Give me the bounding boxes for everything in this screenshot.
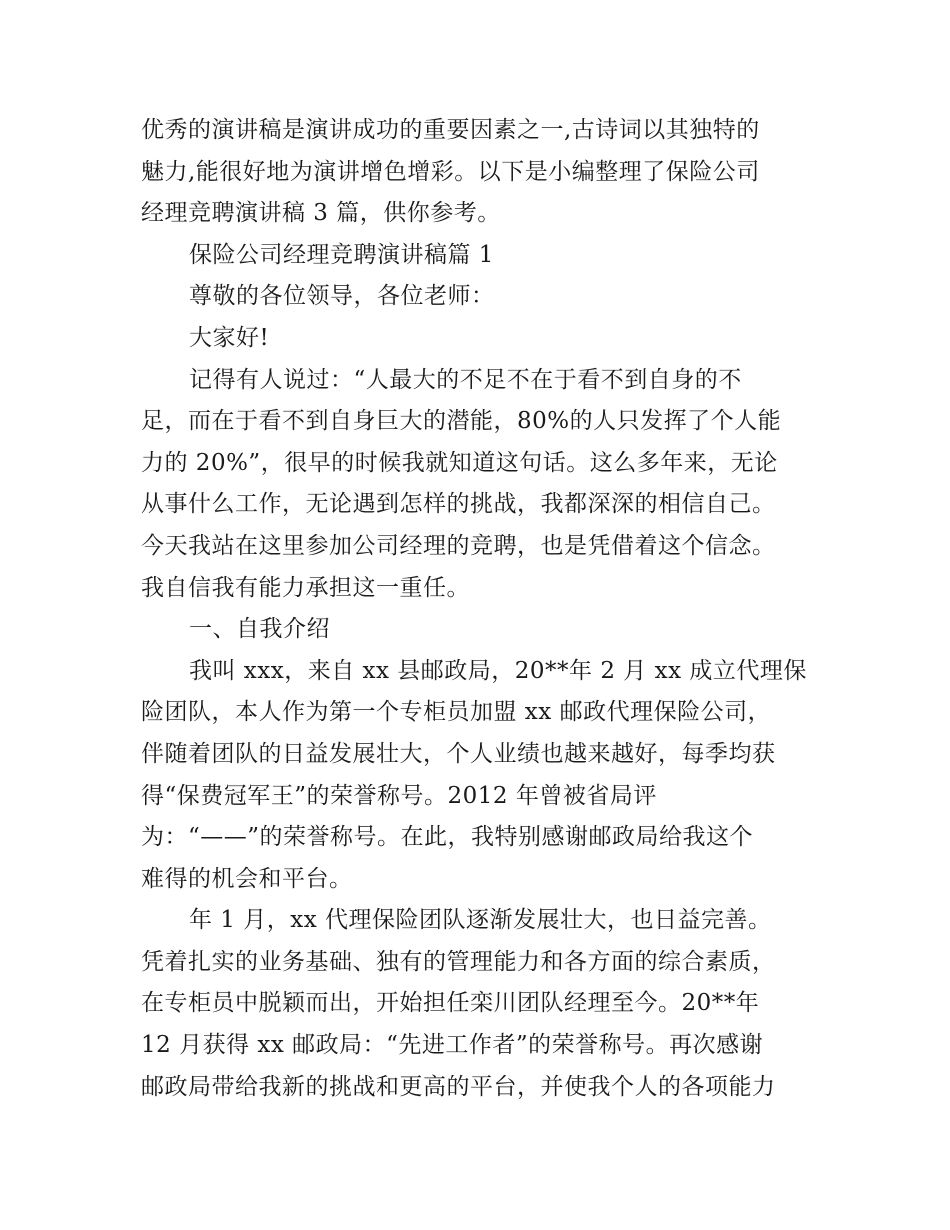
- text-line: 为：“——”的荣誉称号。在此，我特别感谢邮政局给我这个: [141, 824, 754, 851]
- text-line: 记得有人说过：“人最大的不足不在于看不到自身的不: [189, 366, 742, 393]
- text-line: 今天我站在这里参加公司经理的竞聘，也是凭借着这个信念。: [141, 532, 776, 559]
- text-line: 12 月获得 xx 邮政局：“先进工作者”的荣誉称号。再次感谢: [141, 1032, 764, 1059]
- text-line: 我自信我有能力承担这一重任。: [141, 574, 470, 601]
- text-line: 伴随着团队的日益发展壮大，个人业绩也越来越好，每季均获: [141, 740, 776, 767]
- text-line: 险团队，本人作为第一个专柜员加盟 xx 邮政代理保险公司，: [141, 699, 772, 726]
- text-line: 难得的机会和平台。: [141, 865, 353, 892]
- text-line: 保险公司经理竞聘演讲稿篇 1: [189, 241, 494, 268]
- text-line: 魅力,能很好地为演讲增色增彩。以下是小编整理了保险公司: [141, 158, 760, 185]
- text-line: 足，而在于看不到自身巨大的潜能，80%的人只发挥了个人能: [141, 408, 782, 435]
- text-line: 大家好!: [189, 324, 270, 351]
- text-line: 优秀的演讲稿是演讲成功的重要因素之一,古诗词以其独特的: [141, 117, 760, 143]
- text-line: 邮政局带给我新的挑战和更高的平台，并使我个人的各项能力: [141, 1073, 776, 1100]
- text-line: 凭着扎实的业务基础、独有的管理能力和各方面的综合素质，: [141, 948, 776, 975]
- text-line: 一、自我介绍: [189, 616, 330, 643]
- text-line: 在专柜员中脱颖而出，开始担任栾川团队经理至今。20**年: [141, 990, 760, 1017]
- text-line: 年 1 月，xx 代理保险团队逐渐发展壮大，也日益完善。: [189, 907, 772, 934]
- text-line: 经理竞聘演讲稿 3 篇，供你参考。: [141, 200, 501, 227]
- text-line: 尊敬的各位领导，各位老师：: [189, 283, 495, 310]
- text-line: 我叫 xxx，来自 xx 县邮政局，20**年 2 月 xx 成立代理保: [189, 657, 807, 684]
- document-body: [141, 110, 821, 1108]
- text-line: 力的 20%”，很早的时候我就知道这句话。这么多年来，无论: [141, 449, 778, 476]
- text-line: 从事什么工作，无论遇到怎样的挑战，我都深深的相信自己。: [141, 491, 776, 518]
- text-line: 得“保费冠军王”的荣誉称号。2012 年曾被省局评: [141, 782, 657, 809]
